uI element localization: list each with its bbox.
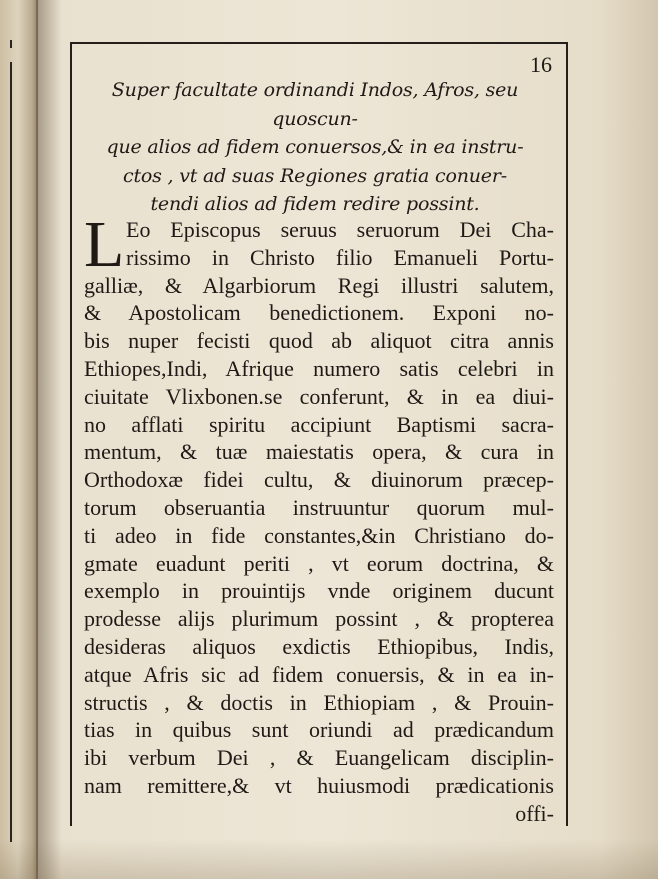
text-line: rissimo in Christo filio Emanueli Portu- (126, 244, 554, 270)
gutter-shadow (36, 0, 62, 879)
text-line: Orthodoxæ fidei cultu, & diuinorum præcep- (84, 467, 554, 493)
page-bottom-shade (0, 839, 658, 879)
chapter-heading (80, 76, 550, 219)
heading-line: tendi alios ad fidem redire possint. (150, 193, 480, 215)
text-line: ti adeo in fide constantes,&in Christiano do- (84, 522, 554, 548)
facing-page-edge (0, 0, 38, 879)
body-text (84, 208, 554, 828)
text-line: tias in quibus sunt oriundi ad prædicandum (84, 717, 554, 743)
text-line: mentum, & tuæ maiestatis opera, & cura in (84, 439, 554, 465)
text-line: ibi verbum Dei , & Euangelicam disciplin- (84, 745, 554, 771)
catchword: offi- (515, 800, 554, 826)
text-line: nam remittere,& vt huiusmodi prædicationis (84, 772, 554, 798)
text-line: Eo Episcopus seruus seruorum Dei Cha- (126, 217, 554, 242)
text-line: gmate euadunt periti , vt eorum doctrina, & (84, 550, 554, 576)
heading-line: que alios ad fidem conuersos,& in ea instru- (106, 136, 524, 158)
drop-cap: L (84, 208, 125, 281)
page-number: 16 (530, 52, 552, 77)
text-frame (70, 42, 568, 826)
text-line: atque Afris sic ad fidem conuersis, & in ea in- (84, 661, 554, 687)
text-line: desideras aliquos exdictis Ethiopibus, Indis, (84, 633, 554, 659)
text-line: bis nuper fecisti quod ab aliquot citra annis (84, 328, 554, 354)
facing-page-rule (10, 40, 12, 48)
text-line: ciuitate Vlixbonen.se conferunt, & in ea diui- (84, 383, 554, 409)
text-line: galliæ, & Algarbiorum Regi illustri salutem, (84, 272, 554, 298)
text-line: no afflati spiritu accipiunt Baptismi sacra- (84, 411, 554, 437)
heading-line: ctos , vt ad suas Regiones gratia conuer- (123, 164, 507, 187)
facing-page-rule (10, 62, 12, 842)
text-line: structis , & doctis in Ethiopiam , & Prouin- (84, 689, 554, 715)
text-line: prodesse alijs plurimum possint , & propterea (84, 606, 554, 632)
text-line: & Apostolicam benedictionem. Exponi no- (84, 300, 554, 326)
text-line: exemplo in prouintijs vnde originem ducunt (84, 578, 554, 604)
heading-line: Super facultate ordinandi Indos, Afros, seu quoscun- (111, 79, 519, 130)
text-line: Ethiopes,Indi, Afrique numero satis celebri in (84, 355, 554, 381)
text-line: torum obseruantia instruuntur quorum mul- (84, 494, 554, 520)
